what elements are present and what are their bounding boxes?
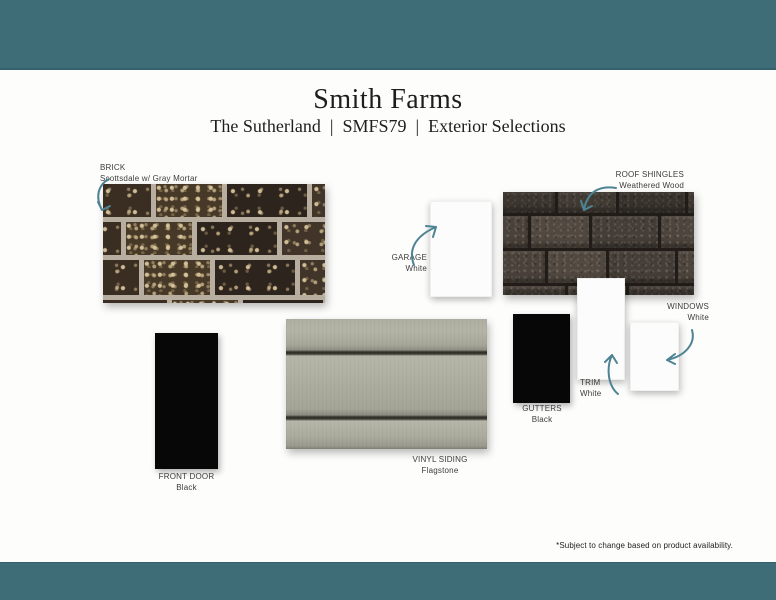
brick-unit [312, 184, 325, 217]
brick-unit [103, 300, 167, 303]
shingle-tab [503, 251, 545, 283]
windows-arrow-icon [657, 327, 699, 365]
gutters-label-name: GUTTERS [522, 404, 562, 413]
garage-label-value: White [405, 264, 427, 273]
trim-arrow-icon [601, 351, 623, 396]
page-title: Smith Farms [313, 84, 463, 115]
page-subtitle: The Sutherland | SMFS79 | Exterior Selections [210, 116, 566, 136]
windows-label [667, 301, 709, 323]
brick-row [103, 300, 325, 303]
brick-unit [156, 184, 222, 217]
trim-label [580, 377, 601, 399]
roof-shingles-label [616, 169, 684, 191]
brick-row [103, 222, 325, 255]
roof-shingles-label-name: ROOF SHINGLES [615, 170, 684, 179]
brick-unit [243, 300, 323, 303]
brick-row [103, 184, 325, 217]
shingle-tab [531, 216, 589, 248]
brick-unit [197, 222, 277, 255]
brick-unit [144, 260, 210, 295]
availability-footnote: *Subject to change based on product availability. [556, 541, 733, 550]
roof-shingles-arrow-icon [578, 184, 618, 214]
shingle-tab [503, 286, 565, 295]
shingle-tab [619, 192, 685, 213]
brick-photo [103, 184, 325, 303]
shingle-tab [688, 192, 694, 213]
vinyl-siding-label-name: VINYL SIDING [412, 455, 468, 464]
trim-label-name: TRIM [580, 378, 601, 387]
bottom-teal-band [0, 562, 776, 600]
shingle-tab [592, 216, 658, 248]
front-door-label [136, 471, 237, 493]
gutters-color-chip [513, 314, 570, 403]
roof-shingles-label-value: Weathered Wood [619, 181, 684, 190]
brick-unit [282, 222, 325, 255]
brick-arrow-icon [92, 177, 120, 215]
vinyl-siding-label [389, 454, 491, 476]
shingle-tab [503, 216, 528, 248]
vinyl-siding-label-value: Flagstone [421, 466, 459, 475]
garage-arrow-icon [407, 223, 441, 267]
brick-label-name: BRICK [100, 163, 126, 172]
brick-unit [300, 260, 325, 295]
brick-unit [227, 184, 307, 217]
shingle-tab [629, 286, 694, 295]
brick-label-value: Scottsdale w/ Gray Mortar [100, 174, 198, 183]
shingle-tab [503, 192, 555, 213]
trim-label-value: White [580, 389, 602, 398]
brick-row [103, 260, 325, 295]
windows-label-name: WINDOWS [667, 302, 709, 311]
brick-unit [103, 222, 121, 255]
front-door-label-value: Black [176, 483, 197, 492]
brick-unit [215, 260, 295, 295]
vinyl-siding-photo [286, 319, 487, 449]
shingle-tab [661, 216, 694, 248]
gutters-label [502, 403, 582, 425]
shingle-row [503, 216, 694, 248]
front-door-label-name: FRONT DOOR [158, 472, 215, 481]
brick-unit [172, 300, 238, 303]
front-door-color-chip [155, 333, 218, 469]
windows-label-value: White [687, 313, 709, 322]
gutters-label-value: Black [531, 415, 553, 424]
brick-unit [126, 222, 192, 255]
shingle-tab [678, 251, 694, 283]
top-teal-band [0, 0, 776, 70]
garage-label-name: GARAGE [391, 253, 427, 262]
brick-unit [103, 260, 139, 295]
